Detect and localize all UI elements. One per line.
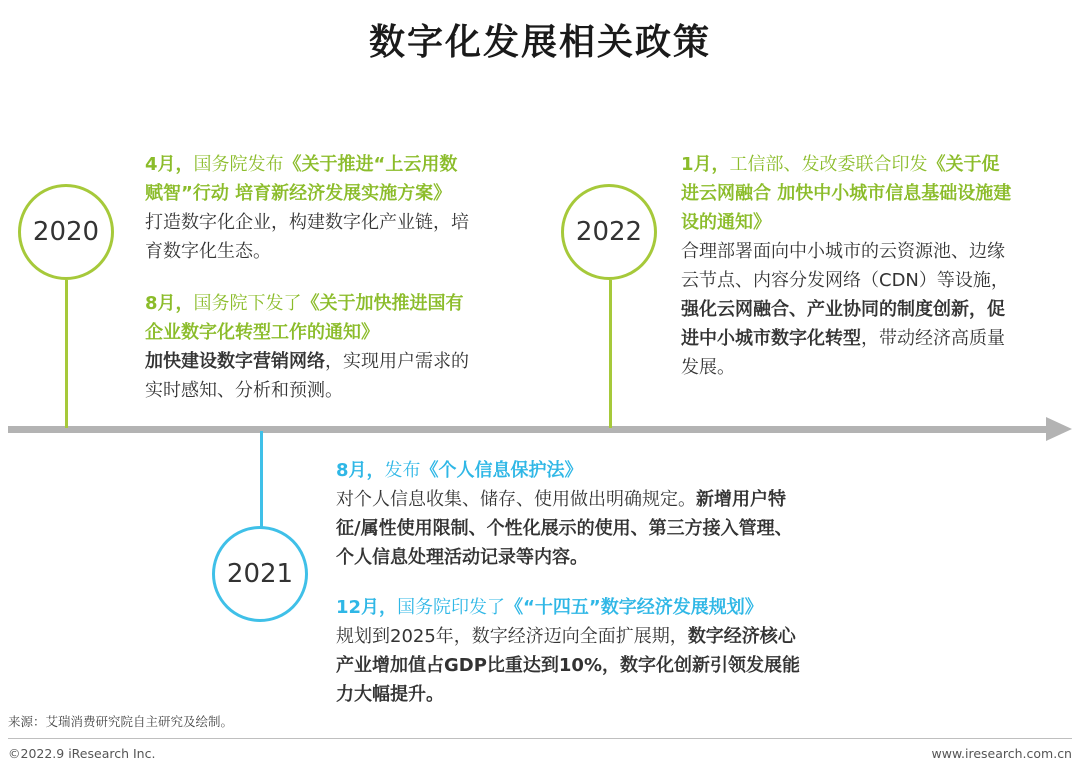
event-agency: 国务院下发了: [193, 293, 302, 314]
event-description-cont: 云节点、内容分发网络（CDN）等设施，: [681, 270, 1009, 291]
policy-title: 《个人信息保护法》: [420, 460, 583, 481]
policy-title: 《关于加快推进国有: [301, 293, 464, 314]
event-2021-08: [336, 456, 896, 572]
website-url: www.iresearch.com.cn: [931, 746, 1072, 761]
event-2020-08: [145, 289, 525, 405]
policy-title-cont: 企业数字化转型工作的通知》: [145, 322, 379, 343]
stem-2022: [609, 280, 612, 428]
event-description: ，实现用户需求的: [325, 351, 469, 372]
event-date: 1月，: [681, 154, 730, 175]
event-2020-04: [145, 150, 525, 266]
event-description-end: 发展。: [681, 357, 735, 378]
copyright: ©2022.9 iResearch Inc.: [8, 746, 156, 761]
event-description: 打造数字化企业，构建数字化产业链，培: [145, 212, 469, 233]
year-circle-2021: [212, 526, 308, 622]
event-highlight: 新增用户特: [696, 489, 786, 510]
source-note: 来源：艾瑞消费研究院自主研究及绘制。: [8, 714, 234, 729]
timeline-arrowhead: [1046, 417, 1072, 441]
event-highlight-cont: 征/属性使用限制、个性化展示的使用、第三方接入管理、: [336, 518, 793, 539]
event-agency: 发布: [384, 460, 421, 481]
event-description: 规划到2025年，数字经济迈向全面扩展期，: [336, 626, 688, 647]
policy-title: 《关于推进“上云用数: [283, 154, 458, 175]
page-title: 数字化发展相关政策: [368, 22, 711, 63]
event-2022-01: [681, 150, 1071, 382]
event-highlight-cont: 进中小城市数字化转型: [681, 328, 861, 349]
policy-title-cont: 赋智”行动 培育新经济发展实施方案》: [145, 183, 452, 204]
year-circle-2020: [18, 184, 114, 280]
event-agency: 国务院印发了: [397, 597, 506, 618]
event-description-cont: 实时感知、分析和预测。: [145, 380, 343, 401]
event-highlight: 数字经济核心: [687, 626, 796, 647]
event-date: 12月，: [336, 597, 398, 618]
policy-title-cont: 进云网融合 加快中小城市信息基础设施建: [681, 183, 1012, 204]
event-date: 8月，: [336, 460, 385, 481]
event-highlight-cont: 产业增加值占GDP比重达到10%，数字化创新引领发展能: [336, 655, 800, 676]
stem-2021: [260, 431, 263, 528]
event-description: 合理部署面向中小城市的云资源池、边缘: [681, 241, 1005, 262]
event-description-cont: 育数字化生态。: [145, 241, 271, 262]
event-2021-12: [336, 593, 896, 709]
year-label-2022: 2022: [575, 217, 643, 247]
year-label-2020: 2020: [32, 217, 100, 247]
event-agency: 国务院发布: [193, 154, 284, 175]
policy-title: 《“十四五”数字经济发展规划》: [505, 597, 763, 618]
event-agency: 工信部、发改委联合印发: [729, 154, 928, 175]
event-highlight-end: 个人信息处理活动记录等内容。: [336, 547, 588, 568]
event-description-tail: ，带动经济高质量: [861, 328, 1005, 349]
year-label-2021: 2021: [226, 559, 294, 589]
event-date: 8月，: [145, 293, 194, 314]
event-description: 对个人信息收集、储存、使用做出明确规定。: [336, 489, 696, 510]
event-highlight: 加快建设数字营销网络: [145, 351, 325, 372]
timeline-axis: [8, 426, 1048, 433]
policy-title: 《关于促: [927, 154, 1000, 175]
year-circle-2022: [561, 184, 657, 280]
event-date: 4月，: [145, 154, 194, 175]
policy-title-end: 设的通知》: [681, 212, 771, 233]
footer-divider: [8, 738, 1072, 739]
stem-2020: [65, 280, 68, 428]
event-highlight: 强化云网融合、产业协同的制度创新，促: [681, 299, 1005, 320]
event-highlight-end: 力大幅提升。: [336, 684, 444, 705]
